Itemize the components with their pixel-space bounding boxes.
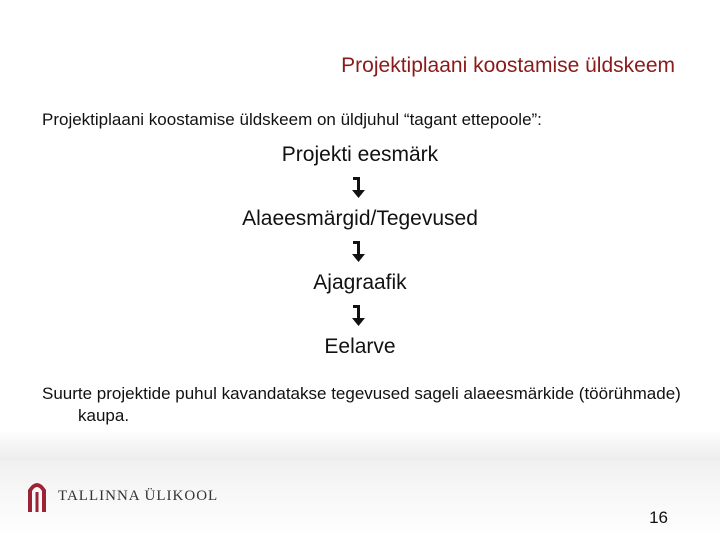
note-text: Suurte projektide puhul kavandatakse tegevused sageli alaeesmärkide (töörühmade) kaupa. xyxy=(42,384,681,425)
intro-text: Projektiplaani koostamise üldskeem on üldjuhul “tagant ettepoole”: xyxy=(42,110,542,129)
step-budget: Eelarve xyxy=(324,335,396,358)
footer-band xyxy=(0,430,720,460)
step-schedule: Ajagraafik xyxy=(313,271,407,294)
footer-logo xyxy=(26,478,218,514)
step-goal: Projekti eesmärk xyxy=(281,143,439,166)
down-arrow-icon xyxy=(0,234,720,268)
logo-text: TALLINNA ÜLIKOOL xyxy=(58,487,219,504)
university-logo-icon xyxy=(26,478,48,514)
step-subgoals: Alaeesmärgid/Tegevused xyxy=(242,207,478,230)
slide-title: Projektiplaani koostamise üldskeem xyxy=(341,54,675,77)
down-arrow-icon xyxy=(0,298,720,332)
page-number: 16 xyxy=(649,508,668,527)
flow-diagram xyxy=(0,140,720,362)
down-arrow-icon xyxy=(0,170,720,204)
